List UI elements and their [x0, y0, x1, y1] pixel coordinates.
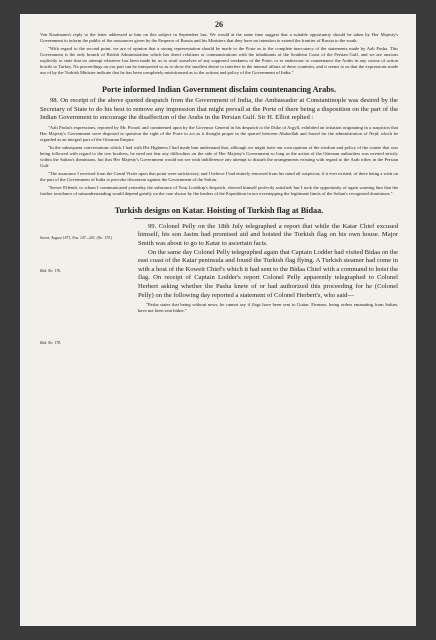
quote-grand-vizier: "The assurance I received from the Grand Vizier upon that point were satisfactory, and I believe I had entirely removed from his mind all suspicion; if it ever existed, of there being a wish on the part of the Government of India to provoke discontent against the Government of the Sultan.	[40, 170, 398, 182]
quote-pasha-states: "Pasha states that being without news, he cannot say if flags have been sent to Guttar. Firmans, being orders emanating from Sultan, have not been sent hither."	[138, 302, 398, 314]
sidenote-secret	[40, 226, 132, 244]
quote-server-effendi: "Server Effendi, to whom I communicated yesterday the substance of Your Lordship's despatch, showed himself perfectly satisfied; but I took the opportunity of again warning him that the further avoidance of misunderstanding would depend greatly on the care shown by the leaders of the Expedition in not overstepping the legitimate limits of the Sultan's recognised dominions."	[40, 184, 398, 196]
section-heading-porte: Porte informed Indian Government disclaim countenancing Arabs.	[101, 85, 337, 94]
sidenote-ibid-178-text: Ibid. No. 178.	[40, 340, 61, 345]
quote-paragraph: "With regard to the second point, we are of opinion that a strong representation should be made to the Porte as to the complete inaccuracy of the statements made by Aali Pasha. This Government is the only branch of British Administration which has direct relations or communications with the inhabitants of the Southern Coast of the Persian Gulf, and we are anxious explicitly to state that no attempt whatever has been made by us to avail ourselves of any supposed weakness of the Porte, or to endeavour to countenance the Arabs in any course of action hostile to Turkey. No proceedings on our part can be interpreted so as to show the smallest desire to interfere in the internal affairs of these countries, and it seems to us that the expressions made use of by the Turkish Minister indicate that he has been completely misinformed as to the actions and policy of the Government of India."	[40, 46, 398, 75]
sidenote-ibid-176-text: Ibid. No. 176.	[40, 268, 61, 273]
paragraph-99: 99. Colonel Pelly on the 18th July telegraphed a report that while the Katar Chief excused himself, his son Jasim had promised aid and hoisted the Turkish flag on his own house. Major Smith was about to go to Katar to ascertain facts.	[138, 222, 398, 247]
paragraph-98: 98. On receipt of the above quoted despatch from the Government of India, the Ambassador at Constantinople was desired by the Secretary of State to do his best to remove any impression that might prevail at the Porte of there being a disposition on the part of the Indian Government to encourage the disaffection of the Arabs in the Persian Gulf. Sir H. Elliot replied :	[40, 97, 398, 122]
quote-aali-pasha: "Aali Pasha's expressions, reported by Mr. Picard, and commented upon by the Governor General in his despatch to the Duke of Argyll, exhibited an irritation originating in a suspicion that Her Majesty's Government were disposed to question the right of the Porte to act as it thought proper in the quarrel between Abdoollah and Saood for the administration of Nejd, which he regarded as an integral part of the Ottoman Empire.	[40, 124, 398, 142]
sidenote-ibid-176	[40, 259, 132, 349]
heading-rule	[134, 218, 304, 219]
paragraph-lodder: On the same day Colonel Pelly telegraphed again that Captain Lodder had visited Bidaa on the east coast of the Katar peninsula and found the Turkish flag flying. A Turkish steamer had come in with a host of the Koweit Chief's which it had sent to the Bidaa Chief with a command to hoist the flag. On receipt of Captain Lodder's report Colonel Pelly apparently telegraphed to Colonel Herbert asking whether the Pasha knew of or had authorized this proceeding for he (Colonel Pelly) on the following day reported a statement of Colonel Herbert's, who said—	[138, 248, 398, 299]
page-number: 26	[215, 20, 223, 29]
section-heading-katar: Turkish designs on Katar. Hoisting of Turkish flag at Bidaa.	[114, 205, 324, 215]
document-page	[20, 14, 416, 626]
quote-subsequent-conversations: "In the subsequent conversations which I had with His Highness I had made him understand that, although we might have our own opinion of the wisdom and policy of the course that was being followed with regard to the two brothers, he need not fear any difficulties on the side of Her Majesty's Government so long as the action of the Ottoman authorities was exerted strictly within the Sultan's dominions, but that Her Majesty's Government would not see with indifference any attempt to disturb the arrangements existing with regard to the Arab tribes in the Persian Gulf.	[40, 144, 398, 168]
sidenote-secret-text: Secret, August 1871, Nos. 147—201. (No. 170.)	[40, 235, 113, 240]
intro-paragraph: Von Kaufmann's reply to the letter addressed to him on this subject in September last. We would at the same time suggest that a suitable opportunity should be taken by Her Majesty's Government to inform the public of the assurances given by the Emperor of Russia and his Ministers that they have no intention to extend the frontier of Russia to the south.	[40, 32, 398, 43]
